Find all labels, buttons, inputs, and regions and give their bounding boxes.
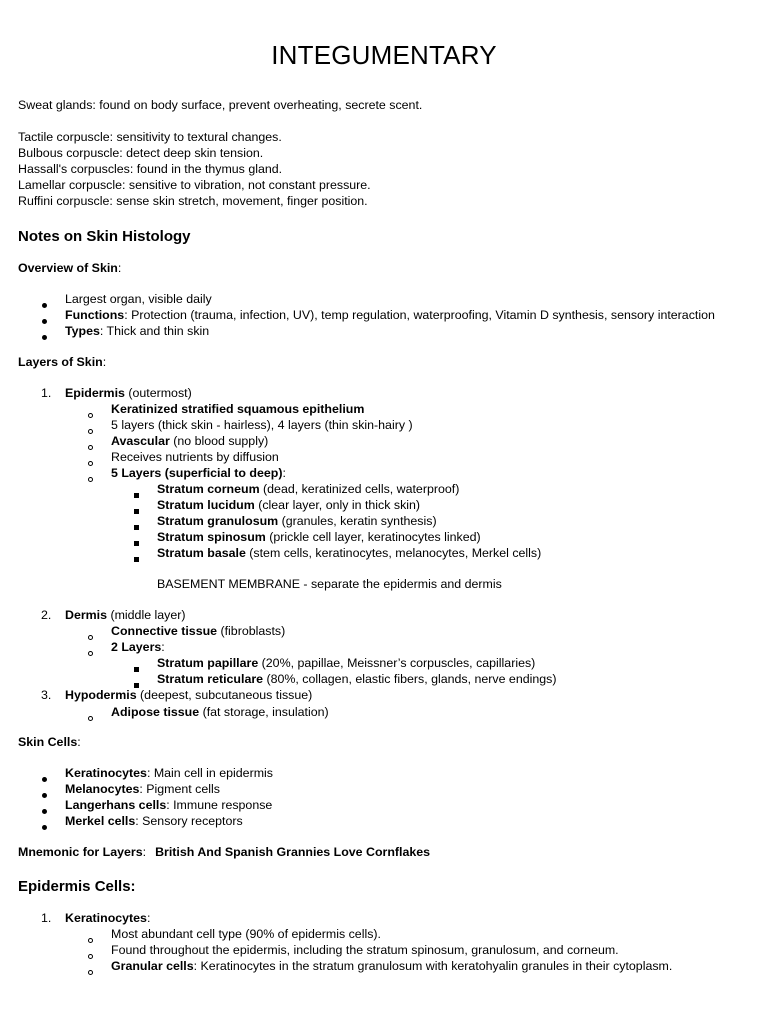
circle-bullet-icon bbox=[88, 644, 93, 660]
list-number: 1. bbox=[41, 911, 52, 925]
circle-bullet-icon bbox=[88, 470, 93, 486]
document-title: INTEGUMENTARY bbox=[271, 40, 497, 70]
list-item-dermis: Dermis (middle layer) bbox=[65, 608, 186, 622]
list-item: Stratum corneum (dead, keratinized cells, waterproof) bbox=[157, 482, 460, 496]
sweat-glands-line: Sweat glands: found on body surface, prevent overheating, secrete scent. bbox=[18, 98, 423, 112]
bullet-icon bbox=[42, 770, 47, 786]
list-item: 5 layers (thick skin - hairless), 4 layers (thin skin-hairy ) bbox=[111, 418, 413, 432]
receptor-line: Tactile corpuscle: sensitivity to textural changes. bbox=[18, 130, 282, 144]
circle-bullet-icon bbox=[88, 628, 93, 644]
layers-heading: Layers of Skin: bbox=[18, 355, 107, 369]
receptor-line: Ruffini corpuscle: sense skin stretch, movement, finger position. bbox=[18, 194, 368, 208]
circle-bullet-icon bbox=[88, 931, 93, 947]
list-item: Merkel cells: Sensory receptors bbox=[65, 814, 243, 828]
list-item: Keratinocytes: Main cell in epidermis bbox=[65, 766, 273, 780]
list-item: Stratum spinosum (prickle cell layer, keratinocytes linked) bbox=[157, 530, 481, 544]
list-item: 5 Layers (superficial to deep): bbox=[111, 466, 286, 480]
list-item: Stratum papillare (20%, papillae, Meissner’s corpuscles, capillaries) bbox=[157, 656, 536, 670]
section-heading: Notes on Skin Histology bbox=[18, 228, 191, 245]
list-item: 2 Layers: bbox=[111, 640, 165, 654]
receptor-line: Bulbous corpuscle: detect deep skin tension. bbox=[18, 146, 264, 160]
mnemonic-line: Mnemonic for Layers: British And Spanish Grannies Love Cornflakes bbox=[18, 845, 431, 859]
circle-bullet-icon bbox=[88, 963, 93, 979]
list-item: Stratum granulosum (granules, keratin synthesis) bbox=[157, 514, 437, 528]
square-bullet-icon bbox=[134, 534, 139, 550]
circle-bullet-icon bbox=[88, 454, 93, 470]
list-number: 3. bbox=[41, 688, 52, 702]
circle-bullet-icon bbox=[88, 947, 93, 963]
list-item: Connective tissue (fibroblasts) bbox=[111, 624, 286, 638]
square-bullet-icon bbox=[134, 550, 139, 566]
list-item: Melanocytes: Pigment cells bbox=[65, 782, 220, 796]
square-bullet-icon bbox=[134, 486, 139, 502]
list-item: Largest organ, visible daily bbox=[65, 292, 212, 306]
square-bullet-icon bbox=[134, 502, 139, 518]
list-item: Most abundant cell type (90% of epidermis cells). bbox=[111, 927, 381, 941]
list-item: Found throughout the epidermis, including the stratum spinosum, granulosum, and corneum. bbox=[111, 943, 619, 957]
list-item: Granular cells: Keratinocytes in the stratum granulosum with keratohyalin granules in their cytoplasm. bbox=[111, 959, 673, 973]
square-bullet-icon bbox=[134, 518, 139, 534]
list-item: Types: Thick and thin skin bbox=[65, 324, 210, 338]
list-item: Stratum basale (stem cells, keratinocytes, melanocytes, Merkel cells) bbox=[157, 546, 542, 560]
receptor-line: Hassall's corpuscles: found in the thymus gland. bbox=[18, 162, 283, 176]
bullet-icon bbox=[42, 786, 47, 802]
list-item: Keratinized stratified squamous epithelium bbox=[111, 402, 365, 416]
list-item: Stratum lucidum (clear layer, only in thick skin) bbox=[157, 498, 421, 512]
square-bullet-icon bbox=[134, 660, 139, 676]
list-item-epidermis: Epidermis (outermost) bbox=[65, 386, 192, 400]
section-heading: Epidermis Cells: bbox=[18, 878, 136, 895]
circle-bullet-icon bbox=[88, 709, 93, 725]
bullet-icon bbox=[42, 312, 47, 328]
skin-cells-heading: Skin Cells: bbox=[18, 735, 81, 749]
basement-membrane-note: BASEMENT MEMBRANE - separate the epidermis and dermis bbox=[157, 577, 502, 591]
circle-bullet-icon bbox=[88, 422, 93, 438]
bullet-icon bbox=[42, 296, 47, 312]
circle-bullet-icon bbox=[88, 406, 93, 422]
list-item-hypodermis: Hypodermis (deepest, subcutaneous tissue) bbox=[65, 688, 313, 702]
bullet-icon bbox=[42, 328, 47, 344]
bullet-icon bbox=[42, 802, 47, 818]
list-number: 1. bbox=[41, 386, 52, 400]
bullet-icon bbox=[42, 818, 47, 834]
circle-bullet-icon bbox=[88, 438, 93, 454]
list-item: Adipose tissue (fat storage, insulation) bbox=[111, 705, 329, 719]
list-item: Langerhans cells: Immune response bbox=[65, 798, 273, 812]
list-item: Stratum reticulare (80%, collagen, elastic fibers, glands, nerve endings) bbox=[157, 672, 557, 686]
list-item: Receives nutrients by diffusion bbox=[111, 450, 279, 464]
list-item: Avascular (no blood supply) bbox=[111, 434, 269, 448]
list-item: Functions: Protection (trauma, infection, UV), temp regulation, waterproofing, Vitamin D synthesis, sensory interaction bbox=[65, 308, 715, 322]
receptor-line: Lamellar corpuscle: sensitive to vibration, not constant pressure. bbox=[18, 178, 371, 192]
overview-heading: Overview of Skin: bbox=[18, 261, 122, 275]
list-item-keratinocytes: Keratinocytes: bbox=[65, 911, 151, 925]
list-number: 2. bbox=[41, 608, 52, 622]
